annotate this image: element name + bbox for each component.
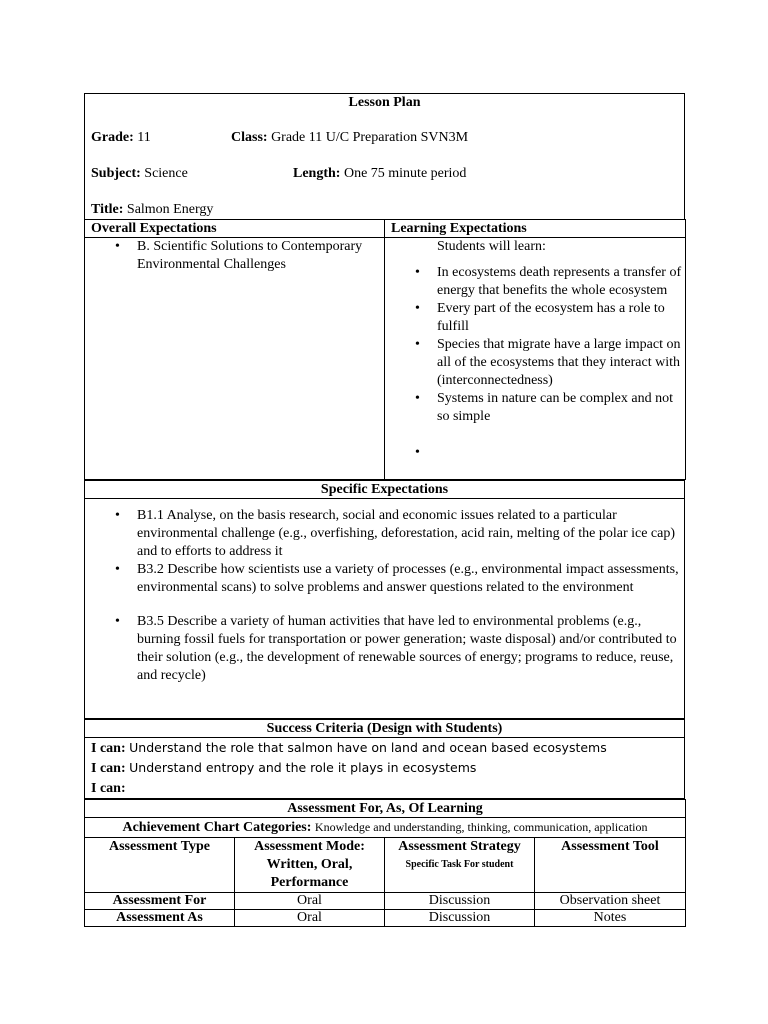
row-mode: Oral bbox=[235, 910, 385, 927]
column-header-strategy bbox=[385, 838, 535, 893]
achievement-categories-value: Knowledge and understanding, thinking, communication, application bbox=[314, 820, 648, 834]
class-field bbox=[231, 130, 468, 146]
list-item: • In ecosystems death represents a transfer of energy that benefits the whole ecosystem bbox=[385, 264, 685, 300]
assessment-table bbox=[84, 799, 686, 927]
subject-label: Subject: bbox=[91, 166, 141, 181]
i-can-label: I can: bbox=[91, 741, 126, 756]
lesson-plan-header bbox=[84, 93, 685, 219]
success-criterion-text: Understand entropy and the role it plays in ecosystems bbox=[129, 760, 477, 775]
i-can-label: I can: bbox=[91, 781, 126, 796]
column-header-tool: Assessment Tool bbox=[535, 838, 686, 893]
list-item: • Every part of the ecosystem has a role to fulfill bbox=[385, 300, 685, 336]
specific-expectations-cell bbox=[85, 499, 685, 719]
success-criteria-heading: Success Criteria (Design with Students) bbox=[85, 720, 685, 738]
overall-expectations-cell bbox=[85, 238, 385, 480]
row-type: Assessment As bbox=[85, 910, 235, 927]
i-can-label: I can: bbox=[91, 761, 126, 776]
strategy-title: Assessment Strategy bbox=[398, 839, 521, 854]
success-criterion bbox=[91, 778, 684, 798]
row-strategy: Discussion bbox=[385, 910, 535, 927]
column-header-mode: Assessment Mode: Written, Oral, Performance bbox=[235, 838, 385, 893]
title-label: Title: bbox=[91, 202, 124, 217]
grade-field bbox=[91, 130, 151, 146]
title-field bbox=[91, 202, 213, 218]
learning-expectations-heading: Learning Expectations bbox=[385, 220, 686, 238]
list-item: • B. Scientific Solutions to Contemporary Environmental Challenges bbox=[85, 238, 384, 274]
expectations-table bbox=[84, 219, 686, 480]
learning-intro: Students will learn: bbox=[437, 239, 546, 254]
list-item: • Systems in nature can be complex and not so simple bbox=[385, 390, 685, 426]
list-item: • B3.5 Describe a variety of human activities that have led to environmental problems (e.g., burning fossil fuels for transportation or power generation; waste disposal) and/or contributed to their solution (e.g., the development of renewable sources of energy; programs to reduce, reuse, and recycle) bbox=[85, 613, 684, 685]
strategy-subtitle: Specific Task For student bbox=[405, 859, 514, 870]
achievement-categories-label: Achievement Chart Categories: bbox=[122, 820, 312, 835]
success-criterion bbox=[91, 758, 684, 778]
title-value: Salmon Energy bbox=[126, 202, 214, 217]
subject-value: Science bbox=[144, 166, 188, 181]
length-value: One 75 minute period bbox=[343, 166, 467, 181]
row-tool: Notes bbox=[535, 910, 686, 927]
table-row bbox=[85, 910, 686, 927]
empty-list-item bbox=[385, 444, 685, 462]
document-title: Lesson Plan bbox=[348, 95, 421, 110]
row-mode: Oral bbox=[235, 893, 385, 910]
row-tool: Observation sheet bbox=[535, 893, 686, 910]
class-label: Class: bbox=[231, 130, 268, 145]
list-item: • B3.2 Describe how scientists use a variety of processes (e.g., environmental impact assessments, environmental scans) to solve problems and answer questions related to the environment bbox=[85, 561, 684, 597]
length-label: Length: bbox=[293, 166, 341, 181]
row-strategy: Discussion bbox=[385, 893, 535, 910]
success-criteria-table bbox=[84, 719, 685, 799]
lesson-plan bbox=[84, 93, 685, 927]
specific-expectations-heading: Specific Expectations bbox=[85, 481, 685, 499]
achievement-categories bbox=[85, 818, 686, 838]
length-field bbox=[293, 166, 466, 182]
column-header-type: Assessment Type bbox=[85, 838, 235, 893]
row-type: Assessment For bbox=[85, 893, 235, 910]
assessment-heading: Assessment For, As, Of Learning bbox=[85, 800, 686, 818]
overall-expectations-heading: Overall Expectations bbox=[85, 220, 385, 238]
specific-expectations-table bbox=[84, 480, 685, 719]
list-item: • Species that migrate have a large impact on all of the ecosystems that they interact with (interconnectedness) bbox=[385, 336, 685, 390]
grade-label: Grade: bbox=[91, 130, 134, 145]
class-value: Grade 11 U/C Preparation SVN3M bbox=[271, 130, 469, 145]
subject-field bbox=[91, 166, 188, 182]
grade-value: 11 bbox=[137, 130, 151, 145]
success-criterion bbox=[91, 738, 684, 758]
list-item: • B1.1 Analyse, on the basis research, social and economic issues related to a particular environmental challenge (e.g., overfishing, deforestation, acid rain, melting of the polar ice cap) and to efforts to address it bbox=[85, 507, 684, 561]
success-criteria-cell bbox=[85, 738, 685, 799]
learning-expectations-cell bbox=[385, 238, 686, 480]
success-criterion-text: Understand the role that salmon have on land and ocean based ecosystems bbox=[129, 740, 607, 755]
table-row bbox=[85, 893, 686, 910]
